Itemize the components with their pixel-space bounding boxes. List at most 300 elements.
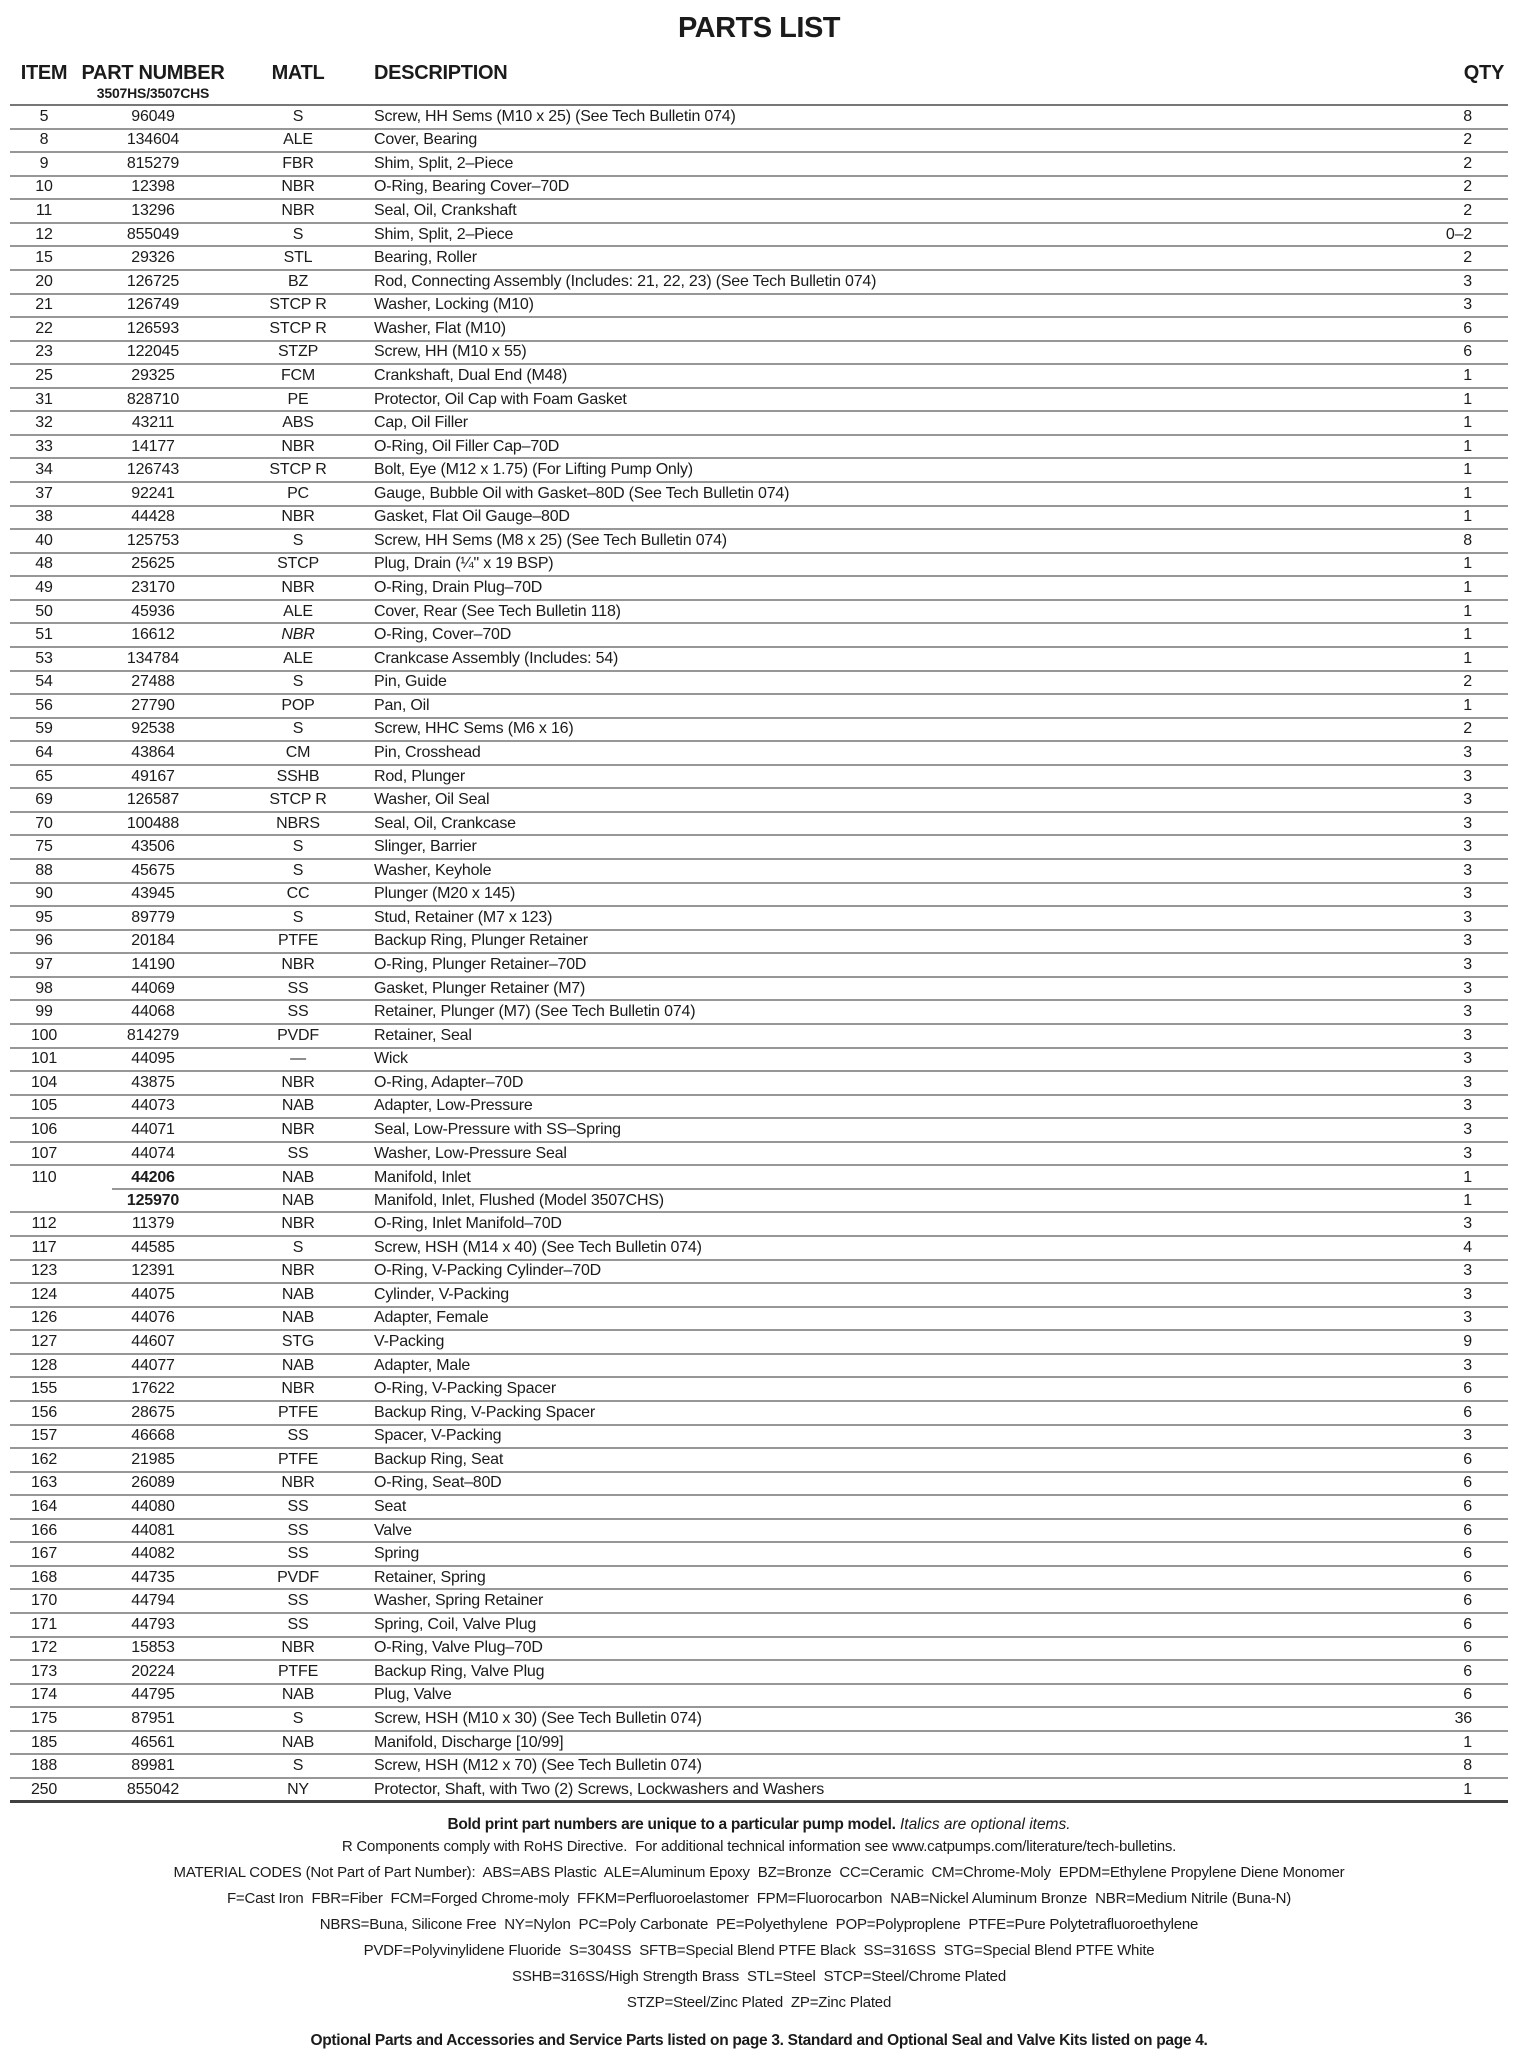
optional-parts-note: Optional Parts and Accessories and Service Parts listed on page 3. Standard and Optional Seal and Valve Kits listed on page 4. — [310, 2032, 1208, 2050]
cell-item: 101 — [30, 1050, 58, 1068]
cell-matl: S — [292, 225, 304, 243]
cell-part-number: 87951 — [131, 1710, 175, 1728]
cell-item: 164 — [30, 1497, 58, 1515]
table-row — [10, 1708, 1508, 1732]
cell-part-number: 46668 — [131, 1427, 175, 1445]
cell-description: O-Ring, Plunger Retainer–70D — [374, 956, 587, 974]
column-header-description: DESCRIPTION — [374, 62, 508, 84]
cell-part-number: 44076 — [131, 1309, 175, 1327]
cell-description: Rod, Plunger — [374, 767, 465, 785]
cell-part-number: 44074 — [131, 1144, 175, 1162]
cell-matl: S — [292, 861, 304, 879]
cell-description: Screw, HH Sems (M8 x 25) (See Tech Bulletin 074) — [374, 531, 727, 549]
cell-qty: 2 — [1463, 202, 1472, 220]
cell-matl: STCP R — [269, 319, 327, 337]
cell-matl: PTFE — [277, 1403, 319, 1421]
table-row — [10, 1755, 1508, 1779]
cell-qty: 2 — [1463, 131, 1472, 149]
table-row — [10, 1590, 1508, 1614]
column-header-qty: QTY — [1463, 62, 1504, 84]
cell-description: Rod, Connecting Assembly (Includes: 21, 22, 23) (See Tech Bulletin 074) — [374, 272, 877, 290]
cell-qty: 3 — [1463, 908, 1472, 926]
cell-matl: NBR — [281, 1215, 315, 1233]
cell-matl: ALE — [283, 649, 313, 667]
cell-matl: SS — [287, 1003, 309, 1021]
table-row — [10, 1143, 1508, 1167]
cell-item: 128 — [30, 1356, 58, 1374]
column-header-part-number: PART NUMBER — [81, 62, 225, 84]
cell-matl: POP — [281, 696, 315, 714]
cell-item: 162 — [30, 1450, 58, 1468]
cell-qty: 6 — [1463, 1615, 1472, 1633]
cell-description: Seat — [374, 1497, 407, 1515]
cell-item: 97 — [35, 956, 53, 974]
table-row — [10, 1190, 1508, 1214]
cell-qty: 3 — [1463, 296, 1472, 314]
cell-part-number: 49167 — [131, 767, 175, 785]
cell-part-number: 44735 — [131, 1568, 175, 1586]
cell-description: Backup Ring, Seat — [374, 1450, 504, 1468]
cell-part-number: 44794 — [131, 1592, 175, 1610]
cell-part-number: 44095 — [131, 1050, 175, 1068]
cell-part-number: 44585 — [131, 1238, 175, 1256]
cell-part-number: 27488 — [131, 673, 175, 691]
cell-description: Backup Ring, Plunger Retainer — [374, 932, 588, 950]
cell-qty: 3 — [1463, 1262, 1472, 1280]
cell-part-number: 17622 — [131, 1380, 175, 1398]
table-row — [10, 1473, 1508, 1497]
cell-description: Washer, Flat (M10) — [374, 319, 506, 337]
cell-matl: NBR — [281, 1262, 315, 1280]
cell-item: 104 — [30, 1073, 58, 1091]
cell-matl: NAB — [281, 1309, 315, 1327]
cell-part-number: 20224 — [131, 1662, 175, 1680]
cell-matl: CC — [286, 885, 310, 903]
cell-qty: 1 — [1463, 390, 1472, 408]
table-row — [10, 1779, 1508, 1804]
cell-description: Manifold, Inlet, Flushed (Model 3507CHS) — [374, 1191, 664, 1209]
table-row — [10, 153, 1508, 177]
cell-matl: STG — [281, 1333, 315, 1351]
cell-qty: 6 — [1463, 319, 1472, 337]
cell-qty: 6 — [1463, 1380, 1472, 1398]
table-row — [10, 318, 1508, 342]
cell-item: 21 — [35, 296, 53, 314]
cell-description: Backup Ring, V-Packing Spacer — [374, 1403, 595, 1421]
cell-item: 48 — [35, 555, 53, 573]
cell-item: 5 — [39, 107, 49, 125]
cell-matl: S — [292, 720, 304, 738]
table-row — [10, 1331, 1508, 1355]
cell-item: 20 — [35, 272, 53, 290]
cell-description: Seal, Oil, Crankshaft — [374, 202, 517, 220]
cell-part-number: 44068 — [131, 1003, 175, 1021]
cell-matl: NBR — [281, 202, 315, 220]
cell-item: 34 — [35, 461, 53, 479]
cell-item: 99 — [35, 1003, 53, 1021]
material-codes-line: STZP=Steel/Zinc Plated ZP=Zinc Plated — [626, 1994, 892, 2012]
cell-qty: 1 — [1463, 555, 1472, 573]
cell-qty: 3 — [1463, 1073, 1472, 1091]
cell-part-number: 814279 — [126, 1026, 180, 1044]
cell-item: 95 — [35, 908, 53, 926]
cell-part-number: 43506 — [131, 838, 175, 856]
cell-qty: 3 — [1463, 956, 1472, 974]
cell-description: Screw, HSH (M10 x 30) (See Tech Bulletin 074) — [374, 1710, 702, 1728]
cell-matl: NBR — [281, 1380, 315, 1398]
cell-qty: 1 — [1463, 437, 1472, 455]
cell-matl: NBR — [281, 508, 315, 526]
cell-description: Plug, Drain (¼" x 19 BSP) — [374, 555, 554, 573]
cell-part-number: 134784 — [126, 649, 180, 667]
cell-matl: STCP R — [269, 461, 327, 479]
cell-qty: 2 — [1463, 178, 1472, 196]
cell-matl: PVDF — [277, 1568, 319, 1586]
cell-item: 155 — [30, 1380, 58, 1398]
cell-qty: 36 — [1454, 1710, 1472, 1728]
cell-qty: 6 — [1463, 1545, 1472, 1563]
cell-description: Stud, Retainer (M7 x 123) — [374, 908, 553, 926]
parts-table-body — [10, 104, 1508, 1803]
cell-item: 88 — [35, 861, 53, 879]
cell-item: 250 — [30, 1780, 58, 1798]
material-codes-line: MATERIAL CODES (Not Part of Part Number): ABS=ABS Plastic ALE=Aluminum Epoxy BZ=Bronze CC=Ceramic CM=Chrome-Moly EPDM=Ethylene Propylene Diene Monomer — [173, 1864, 1345, 1882]
cell-part-number: 126749 — [126, 296, 180, 314]
cell-matl: NAB — [281, 1191, 315, 1209]
table-row — [10, 648, 1508, 672]
table-row — [10, 577, 1508, 601]
cell-matl: PTFE — [277, 1662, 319, 1680]
cell-description: Adapter, Male — [374, 1356, 471, 1374]
cell-part-number: 12391 — [131, 1262, 175, 1280]
cell-matl: STCP — [277, 555, 319, 573]
cell-qty: 6 — [1463, 1497, 1472, 1515]
cell-part-number: 44080 — [131, 1497, 175, 1515]
cell-item: 8 — [39, 131, 49, 149]
cell-description: O-Ring, Valve Plug–70D — [374, 1639, 543, 1657]
cell-qty: 3 — [1463, 1285, 1472, 1303]
table-row — [10, 1308, 1508, 1332]
cell-description: Valve — [374, 1521, 412, 1539]
cell-matl: SS — [287, 1545, 309, 1563]
cell-description: Bolt, Eye (M12 x 1.75) (For Lifting Pump Only) — [374, 461, 693, 479]
cell-item: 166 — [30, 1521, 58, 1539]
table-row — [10, 1001, 1508, 1025]
table-row — [10, 1072, 1508, 1096]
cell-description: Manifold, Discharge [10/99] — [374, 1733, 564, 1751]
cell-item: 174 — [30, 1686, 58, 1704]
cell-qty: 2 — [1463, 154, 1472, 172]
cell-qty: 3 — [1463, 1144, 1472, 1162]
cell-matl: STCP R — [269, 791, 327, 809]
cell-item: 56 — [35, 696, 53, 714]
cell-matl: ALE — [283, 602, 313, 620]
cell-item: 69 — [35, 791, 53, 809]
cell-qty: 1 — [1463, 602, 1472, 620]
table-row — [10, 1096, 1508, 1120]
cell-item: 40 — [35, 531, 53, 549]
cell-description: Adapter, Low-Pressure — [374, 1097, 533, 1115]
cell-matl: SS — [287, 979, 309, 997]
cell-qty: 1 — [1463, 1191, 1472, 1209]
table-row — [10, 931, 1508, 955]
cell-matl: STZP — [277, 343, 319, 361]
cell-part-number: 855049 — [126, 225, 180, 243]
cell-matl: S — [292, 1238, 304, 1256]
cell-description: Gasket, Plunger Retainer (M7) — [374, 979, 586, 997]
cell-qty: 3 — [1463, 979, 1472, 997]
cell-description: Washer, Oil Seal — [374, 791, 490, 809]
cell-part-number: 43211 — [131, 414, 175, 432]
cell-qty: 6 — [1463, 1521, 1472, 1539]
table-row — [10, 1661, 1508, 1685]
cell-part-number: 44071 — [131, 1120, 175, 1138]
cell-item: 64 — [35, 743, 53, 761]
cell-description: Shim, Split, 2–Piece — [374, 154, 514, 172]
cell-qty: 1 — [1463, 626, 1472, 644]
cell-part-number: 92538 — [131, 720, 175, 738]
cell-description: Gauge, Bubble Oil with Gasket–80D (See Tech Bulletin 074) — [374, 484, 790, 502]
cell-qty: 4 — [1463, 1238, 1472, 1256]
cell-part-number: 43875 — [131, 1073, 175, 1091]
cell-matl: S — [292, 107, 304, 125]
cell-qty: 6 — [1463, 1568, 1472, 1586]
cell-description: Spring, Coil, Valve Plug — [374, 1615, 537, 1633]
table-row — [10, 389, 1508, 413]
cell-qty: 1 — [1463, 366, 1472, 384]
cell-description: Protector, Shaft, with Two (2) Screws, Lockwashers and Washers — [374, 1780, 825, 1798]
cell-item: 12 — [35, 225, 53, 243]
cell-part-number: 29326 — [131, 249, 175, 267]
cell-part-number: 89779 — [131, 908, 175, 926]
cell-matl: FBR — [282, 154, 314, 172]
cell-matl: PE — [287, 390, 309, 408]
cell-item: 106 — [30, 1120, 58, 1138]
material-codes-line: F=Cast Iron FBR=Fiber FCM=Forged Chrome-moly FFKM=Perfluoroelastomer FPM=Fluorocarbon NAB=Nickel Aluminum Bronze NBR=Medium Nitrile (Buna-N) — [226, 1890, 1292, 1908]
cell-matl: — — [290, 1050, 306, 1068]
table-row — [10, 130, 1508, 154]
cell-matl: SS — [287, 1144, 309, 1162]
cell-description: Screw, HH Sems (M10 x 25) (See Tech Bulletin 074) — [374, 107, 736, 125]
footnotes — [0, 1816, 1518, 2050]
table-row — [10, 978, 1508, 1002]
cell-description: O-Ring, V-Packing Cylinder–70D — [374, 1262, 601, 1280]
cell-matl: SSHB — [276, 767, 320, 785]
cell-qty: 1 — [1463, 579, 1472, 597]
cell-part-number: 44075 — [131, 1285, 175, 1303]
cell-item: 168 — [30, 1568, 58, 1586]
cell-qty: 8 — [1463, 531, 1472, 549]
cell-matl: NAB — [281, 1686, 315, 1704]
cell-part-number: 44793 — [131, 1615, 175, 1633]
cell-part-number: 28675 — [131, 1403, 175, 1421]
cell-part-number: 122045 — [126, 343, 180, 361]
column-header-item: ITEM — [20, 62, 68, 84]
cell-matl: NBR — [281, 437, 315, 455]
table-row — [10, 1567, 1508, 1591]
cell-part-number: 44428 — [131, 508, 175, 526]
page-title: PARTS LIST — [677, 12, 841, 44]
cell-part-number: 44077 — [131, 1356, 175, 1374]
cell-qty: 3 — [1463, 743, 1472, 761]
cell-qty: 3 — [1463, 885, 1472, 903]
cell-description: Spacer, V-Packing — [374, 1427, 502, 1445]
cell-part-number: 815279 — [126, 154, 180, 172]
table-row — [10, 1025, 1508, 1049]
cell-qty: 1 — [1463, 1733, 1472, 1751]
table-row — [10, 530, 1508, 554]
cell-part-number: 25625 — [131, 555, 175, 573]
cell-part-number: 23170 — [131, 579, 175, 597]
cell-qty: 9 — [1463, 1333, 1472, 1351]
cell-matl: STL — [283, 249, 313, 267]
table-row — [10, 789, 1508, 813]
cell-part-number: 45936 — [131, 602, 175, 620]
cell-qty: 2 — [1463, 720, 1472, 738]
cell-description: Screw, HSH (M12 x 70) (See Tech Bulletin 074) — [374, 1757, 702, 1775]
table-row — [10, 1638, 1508, 1662]
cell-description: Manifold, Inlet — [374, 1169, 471, 1187]
table-row — [10, 860, 1508, 884]
cell-matl: NBR — [281, 626, 315, 644]
cell-part-number: 855042 — [126, 1780, 180, 1798]
cell-part-number: 21985 — [131, 1450, 175, 1468]
cell-matl: FCM — [280, 366, 316, 384]
table-row — [10, 1496, 1508, 1520]
cell-item: 167 — [30, 1545, 58, 1563]
cell-description: Screw, HH (M10 x 55) — [374, 343, 527, 361]
cell-matl: NBR — [281, 579, 315, 597]
cell-description: O-Ring, Drain Plug–70D — [374, 579, 543, 597]
cell-description: O-Ring, V-Packing Spacer — [374, 1380, 556, 1398]
cell-matl: PC — [287, 484, 309, 502]
cell-item: 188 — [30, 1757, 58, 1775]
cell-part-number: 100488 — [126, 814, 180, 832]
cell-part-number: 126743 — [126, 461, 180, 479]
cell-qty: 6 — [1463, 1686, 1472, 1704]
table-row — [10, 836, 1508, 860]
table-row — [10, 884, 1508, 908]
material-codes-line: NBRS=Buna, Silicone Free NY=Nylon PC=Poly Carbonate PE=Polyethylene POP=Polyproplene PTFE=Pure Polytetrafluoroethylene — [319, 1916, 1199, 1934]
table-row — [10, 742, 1508, 766]
cell-description: Bearing, Roller — [374, 249, 477, 267]
cell-part-number: 43864 — [131, 743, 175, 761]
table-row — [10, 459, 1508, 483]
cell-item: 33 — [35, 437, 53, 455]
cell-qty: 3 — [1463, 1097, 1472, 1115]
cell-qty: 3 — [1463, 1427, 1472, 1445]
table-row — [10, 295, 1508, 319]
cell-description: Washer, Low-Pressure Seal — [374, 1144, 567, 1162]
cell-description: Plug, Valve — [374, 1686, 452, 1704]
table-row — [10, 224, 1508, 248]
table-row — [10, 954, 1508, 978]
cell-description: Adapter, Female — [374, 1309, 489, 1327]
table-row — [10, 106, 1508, 130]
cell-description: Washer, Keyhole — [374, 861, 492, 879]
cell-item: 65 — [35, 767, 53, 785]
table-header-row — [10, 62, 1508, 85]
cell-part-number: 89981 — [131, 1757, 175, 1775]
cell-item: 50 — [35, 602, 53, 620]
cell-description: Plunger (M20 x 145) — [374, 885, 516, 903]
cell-matl: S — [292, 1710, 304, 1728]
cell-qty: 6 — [1463, 1662, 1472, 1680]
cell-item: 173 — [30, 1662, 58, 1680]
cell-item: 171 — [30, 1615, 58, 1633]
table-header-subrow — [10, 85, 1508, 104]
cell-qty: 3 — [1463, 932, 1472, 950]
table-row — [10, 483, 1508, 507]
cell-qty: 3 — [1463, 1215, 1472, 1233]
table-row — [10, 1402, 1508, 1426]
cell-qty: 3 — [1463, 1309, 1472, 1327]
table-row — [10, 1166, 1508, 1190]
cell-description: O-Ring, Cover–70D — [374, 626, 512, 644]
cell-item: 96 — [35, 932, 53, 950]
cell-description: Spring — [374, 1545, 420, 1563]
table-row — [10, 365, 1508, 389]
cell-item: 100 — [30, 1026, 58, 1044]
cell-item: 31 — [35, 390, 53, 408]
cell-part-number: 44082 — [131, 1545, 175, 1563]
cell-qty: 3 — [1463, 1050, 1472, 1068]
bold-italic-note — [0, 1816, 1518, 1834]
cell-item: 170 — [30, 1592, 58, 1610]
column-header-matl: MATL — [271, 62, 325, 84]
cell-matl: NBR — [281, 1073, 315, 1091]
table-row — [10, 177, 1508, 201]
cell-qty: 2 — [1463, 673, 1472, 691]
cell-part-number: 125753 — [126, 531, 180, 549]
cell-description: Pin, Crosshead — [374, 743, 481, 761]
table-row — [10, 1732, 1508, 1756]
cell-qty: 1 — [1463, 414, 1472, 432]
cell-part-number: 14177 — [131, 437, 175, 455]
table-row — [10, 1543, 1508, 1567]
italics-optional-note: Italics are optional items. — [899, 1816, 1071, 1834]
cell-item: 25 — [35, 366, 53, 384]
cell-item: 15 — [35, 249, 53, 267]
table-row — [10, 436, 1508, 460]
cell-part-number: 14190 — [131, 956, 175, 974]
cell-description: Crankshaft, Dual End (M48) — [374, 366, 568, 384]
cell-item: 110 — [31, 1169, 57, 1187]
table-row — [10, 412, 1508, 436]
table-row — [10, 200, 1508, 224]
cell-matl: S — [292, 908, 304, 926]
cell-description: Wick — [374, 1050, 408, 1068]
cell-matl: PTFE — [277, 932, 319, 950]
cell-matl: PVDF — [277, 1026, 319, 1044]
cell-item: 22 — [35, 319, 53, 337]
cell-description: Cover, Rear (See Tech Bulletin 118) — [374, 602, 621, 620]
cell-item: 32 — [35, 414, 53, 432]
cell-part-number: 44081 — [131, 1521, 175, 1539]
cell-matl: NAB — [281, 1733, 315, 1751]
table-row — [10, 554, 1508, 578]
cell-item: 105 — [30, 1097, 58, 1115]
cell-part-number: 43945 — [131, 885, 175, 903]
cell-matl: NBR — [281, 178, 315, 196]
cell-item: 156 — [30, 1403, 58, 1421]
cell-qty: 6 — [1463, 1592, 1472, 1610]
table-row — [10, 1378, 1508, 1402]
cell-matl: NAB — [281, 1356, 315, 1374]
cell-item: 9 — [39, 154, 49, 172]
cell-description: Seal, Oil, Crankcase — [374, 814, 516, 832]
cell-qty: 3 — [1463, 1003, 1472, 1021]
